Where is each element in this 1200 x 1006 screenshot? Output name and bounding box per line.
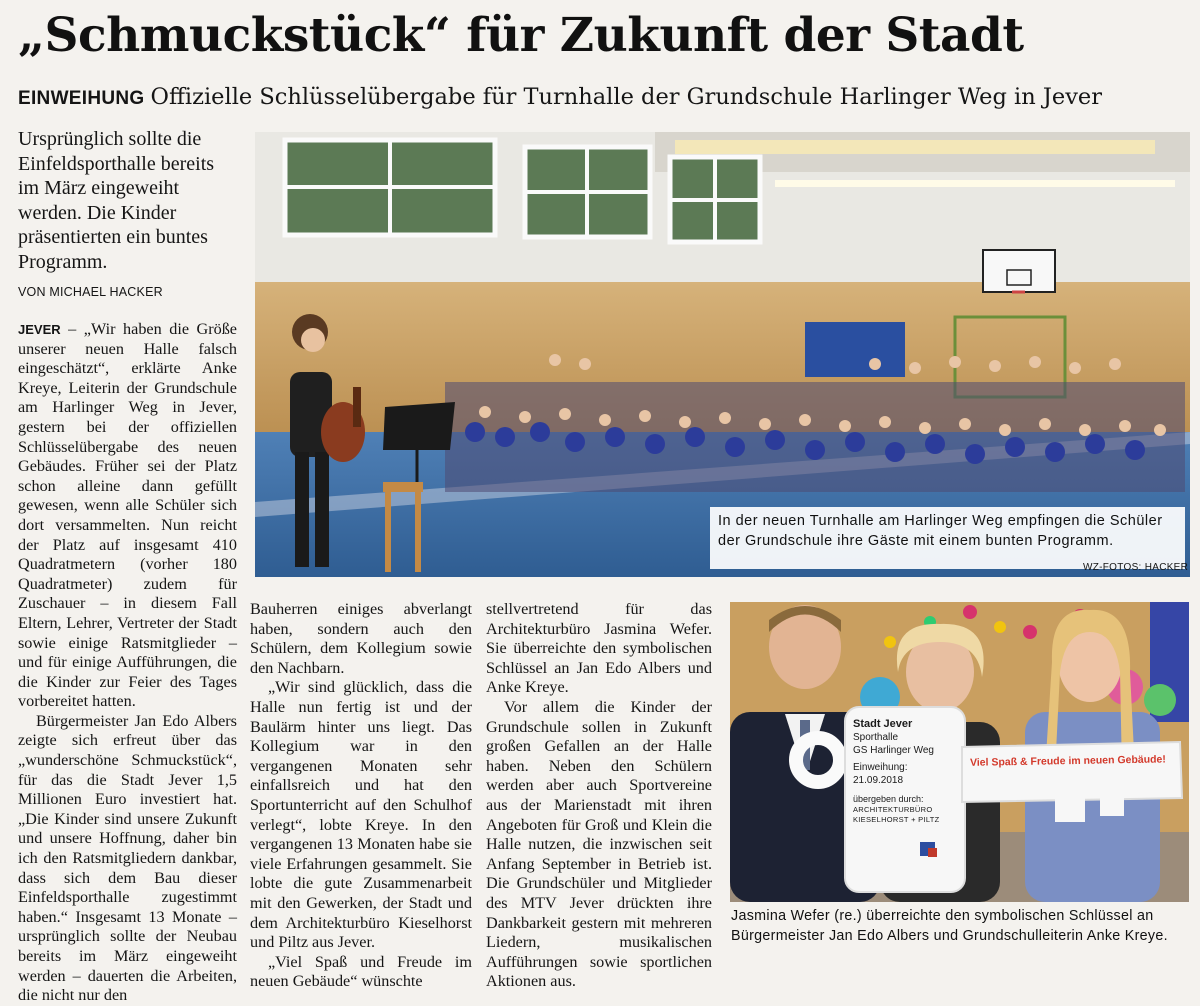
paragraph: stellvertretend für das Architekturbüro Jasmina Wefer. Sie überreichte den symbolischen Schlüssel an Jan Edo Albers und Anke Kreye.: [486, 600, 712, 697]
key-sign-banner: Viel Spaß & Freude im neuen Gebäude!: [969, 753, 1166, 769]
paragraph: „Viel Spaß und Freude im neuen Gebäude“ wünschte: [250, 952, 472, 991]
article-column-2: [250, 600, 472, 992]
key-sign-text: Stadt Jever Sporthalle GS Harlinger Weg Einweihung: 21.09.2018 übergeben durch: ARCHITEKTURBÜRO KIESELHORST + PILTZ: [853, 718, 940, 824]
paragraph: JEVER – „Wir haben die Größe unserer neuen Halle falsch eingeschätzt“, erklärte Anke Kreye, Leiterin der Grundschule am Harlinger Weg in Jever, gestern bei der offiziellen Schlüsselübergabe des neuen Gebäudes. Früher sei der Platz schon alleine dann gefüllt gewesen, wenn alle Schüler sich dort versammelten. Nun reicht der Platz auf insgesamt 410 Quadratmetern (vorher 180 Quadratmeter) zudem für Zuschauer – in diesem Fall Eltern, Lehrer, Vertreter der Stadt sowie einige Ratsmitglieder – und für einige Aufführungen, die die Kinder zur Feier des Tages vorbereitet hatten.: [18, 320, 237, 711]
subheadline-row: [18, 82, 1193, 114]
article-column-1: [18, 320, 237, 1006]
photo1-caption: In der neuen Turnhalle am Harlinger Weg empfingen die Schüler der Grundschule ihre Gäste mit einem bunten Programm.: [718, 513, 1163, 549]
kicker: EINWEIHUNG: [18, 88, 145, 109]
photo-credit: WZ-FOTOS: HACKER: [1083, 562, 1189, 573]
photo2-caption: Jasmina Wefer (re.) überreichte den symbolischen Schlüssel an Bürgermeister Jan Edo Albers und Grundschulleiterin Anke Kreye.: [731, 908, 1168, 944]
subheadline: Offizielle Schlüsselübergabe für Turnhalle der Grundschule Harlinger Weg in Jever: [150, 84, 1102, 110]
paragraph: Bürgermeister Jan Edo Albers zeigte sich erfreut über das „wunderschöne Schmuckstück“, für das die Stadt Jever 1,5 Millionen Euro investiert hat. „Die Kinder sind unsere Zukunft und unsere Hoffnung, daher bin ich den Ratsmitgliedern dankbar, dass sich dem Bau dieser Einfeldsporthalle zugestimmt haben.“ Insgesamt 13 Monate – ursprünglich sollte der Neubau bereits im März eingeweiht werden – dauerten die Arbeiten, die nicht nur den: [18, 711, 237, 1005]
byline: VON MICHAEL HACKER: [18, 285, 163, 299]
intro-text: Ursprünglich sollte die Einfeldsporthalle bereits im März eingeweiht werden. Die Kinder präsentierten ein buntes Programm.: [18, 128, 215, 273]
paragraph: „Wir sind glücklich, dass die Halle nun fertig ist und der Baulärm hinter uns liegt. Das Kollegium war in den vergangenen Monaten sehr einfallsreich und hat den Sportunterricht auf den Schulhof verlegt“, lobte Kreye. In den vergangenen 13 Monaten habe sie viele Erfahrungen gesammelt. Sie lobte die gute Zusammenarbeit mit den Gewerken, der Stadt und dem Architekturbüro Kieselhorst und Piltz aus Jever.: [250, 678, 472, 952]
dateline: JEVER: [18, 322, 61, 337]
paragraph: Vor allem die Kinder der Grundschule sollen in Zukunft großen Gefallen an der Halle haben. Neben den Schülern werden aber auch Sportvereine aus der Marienstadt mit ihren Angeboten für Groß und Klein die Halle nutzen, die inzwischen seit Anfang September in Betrieb ist. Die Grundschüler und Mitglieder des MTV Jever drückten ihre Dankbarkeit gestern mit mehreren Liedern, musikalischen Aufführungen sowie sportlichen Aktionen aus.: [486, 697, 712, 991]
article-column-3: [486, 600, 712, 992]
paragraph: Bauherren einiges abverlangt haben, sondern auch den Schülern, dem Kollegium sowie den Nachbarn.: [250, 600, 472, 677]
headline: „Schmuckstück“ für Zukunft der Stadt: [18, 8, 1024, 63]
